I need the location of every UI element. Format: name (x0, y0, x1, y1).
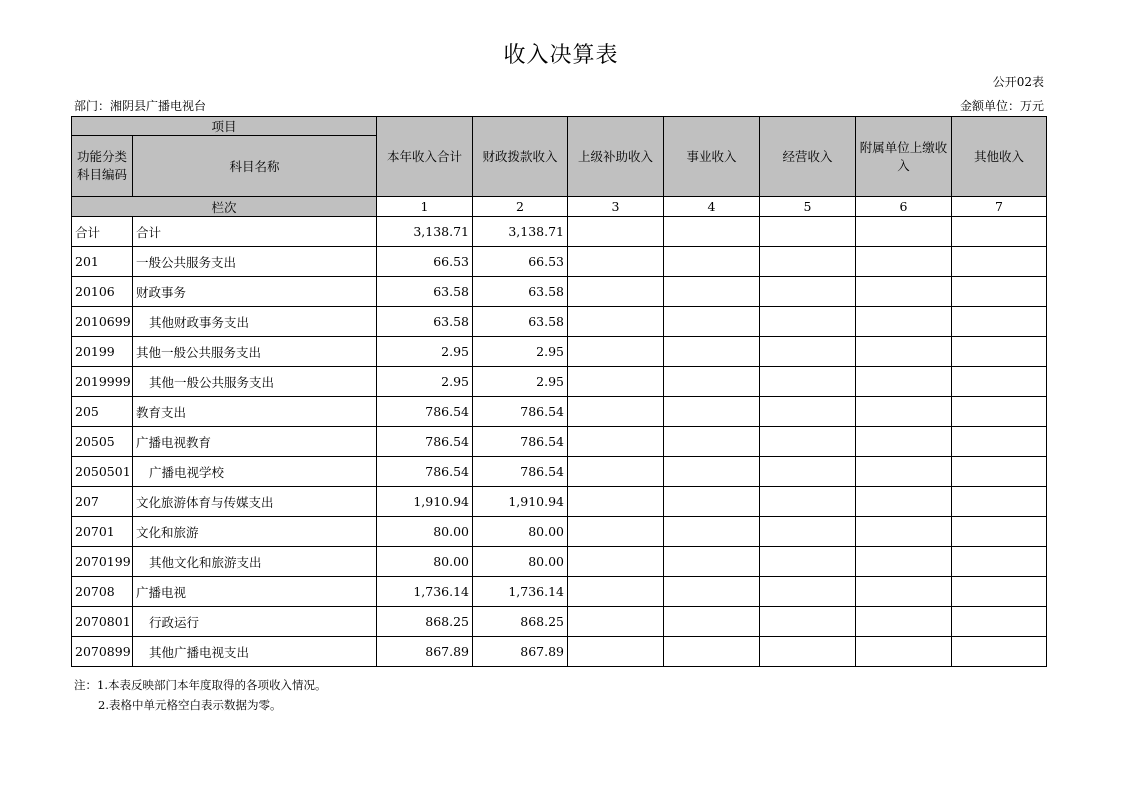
income-table (71, 116, 1047, 667)
row-affiliated (856, 367, 952, 397)
row-fiscal: 868.25 (473, 607, 568, 637)
row-affiliated (856, 547, 952, 577)
row-affiliated (856, 487, 952, 517)
row-business (664, 487, 760, 517)
row-name: 财政事务 (133, 277, 377, 307)
row-operating (760, 247, 856, 277)
row-fiscal: 867.89 (473, 637, 568, 667)
row-code: 2010699 (72, 307, 133, 337)
row-operating (760, 217, 856, 247)
row-index-4: 4 (664, 197, 760, 217)
col-header-1: 本年收入合计 (377, 117, 473, 197)
table-row (72, 367, 1047, 397)
row-code: 合计 (72, 217, 133, 247)
row-name: 广播电视 (133, 577, 377, 607)
table-row (72, 547, 1047, 577)
row-superior (568, 547, 664, 577)
row-operating (760, 307, 856, 337)
row-fiscal: 2.95 (473, 337, 568, 367)
row-business (664, 607, 760, 637)
notes (74, 675, 326, 715)
row-business (664, 397, 760, 427)
row-total: 2.95 (377, 367, 473, 397)
row-fiscal: 66.53 (473, 247, 568, 277)
note-2: 2.表格中单元格空白表示数据为零。 (98, 698, 282, 712)
row-business (664, 637, 760, 667)
row-affiliated (856, 607, 952, 637)
table-row (72, 607, 1047, 637)
form-number: 公开02表 (992, 75, 1044, 89)
row-affiliated (856, 277, 952, 307)
row-operating (760, 277, 856, 307)
table-row (72, 247, 1047, 277)
row-operating (760, 547, 856, 577)
row-other (952, 367, 1047, 397)
row-operating (760, 577, 856, 607)
header-name: 科目名称 (133, 136, 377, 197)
row-other (952, 217, 1047, 247)
row-fiscal: 786.54 (473, 457, 568, 487)
row-fiscal: 1,910.94 (473, 487, 568, 517)
row-name: 行政运行 (133, 607, 377, 637)
col-header-3: 上级补助收入 (568, 117, 664, 197)
table-row (72, 397, 1047, 427)
page-title: 收入决算表 (503, 43, 619, 68)
row-other (952, 247, 1047, 277)
table-row (72, 577, 1047, 607)
row-affiliated (856, 307, 952, 337)
row-other (952, 427, 1047, 457)
row-name: 其他文化和旅游支出 (133, 547, 377, 577)
row-operating (760, 637, 856, 667)
table-row (72, 277, 1047, 307)
department-label: 部门：湘阴县广播电视台 (74, 99, 207, 113)
row-index-5: 5 (760, 197, 856, 217)
row-total: 3,138.71 (377, 217, 473, 247)
col-header-6: 附属单位上缴收入 (856, 117, 952, 197)
row-name: 一般公共服务支出 (133, 247, 377, 277)
row-affiliated (856, 397, 952, 427)
row-fiscal: 786.54 (473, 427, 568, 457)
row-name: 其他一般公共服务支出 (133, 337, 377, 367)
row-fiscal: 1,736.14 (473, 577, 568, 607)
table-row (72, 637, 1047, 667)
row-superior (568, 277, 664, 307)
row-superior (568, 217, 664, 247)
row-other (952, 397, 1047, 427)
row-code: 20106 (72, 277, 133, 307)
row-code: 201 (72, 247, 133, 277)
row-business (664, 577, 760, 607)
row-code: 205 (72, 397, 133, 427)
row-name: 合计 (133, 217, 377, 247)
row-operating (760, 607, 856, 637)
table-row (72, 457, 1047, 487)
row-operating (760, 367, 856, 397)
row-superior (568, 397, 664, 427)
row-code: 2019999 (72, 367, 133, 397)
row-business (664, 457, 760, 487)
row-operating (760, 487, 856, 517)
row-fiscal: 63.58 (473, 277, 568, 307)
row-affiliated (856, 217, 952, 247)
row-total: 63.58 (377, 307, 473, 337)
row-other (952, 307, 1047, 337)
table-row (72, 337, 1047, 367)
row-other (952, 277, 1047, 307)
row-index-6: 6 (856, 197, 952, 217)
row-total: 786.54 (377, 397, 473, 427)
row-superior (568, 487, 664, 517)
row-code: 20199 (72, 337, 133, 367)
row-business (664, 217, 760, 247)
row-fiscal: 2.95 (473, 367, 568, 397)
table-row (72, 427, 1047, 457)
row-name: 广播电视学校 (133, 457, 377, 487)
row-superior (568, 517, 664, 547)
row-code: 2070199 (72, 547, 133, 577)
row-index-3: 3 (568, 197, 664, 217)
row-other (952, 547, 1047, 577)
row-superior (568, 637, 664, 667)
row-superior (568, 367, 664, 397)
row-fiscal: 3,138.71 (473, 217, 568, 247)
row-operating (760, 457, 856, 487)
col-header-5: 经营收入 (760, 117, 856, 197)
row-superior (568, 307, 664, 337)
row-affiliated (856, 247, 952, 277)
row-other (952, 337, 1047, 367)
row-fiscal: 63.58 (473, 307, 568, 337)
row-superior (568, 457, 664, 487)
row-total: 63.58 (377, 277, 473, 307)
row-affiliated (856, 337, 952, 367)
table-row (72, 487, 1047, 517)
row-total: 1,736.14 (377, 577, 473, 607)
row-code: 2070899 (72, 637, 133, 667)
row-business (664, 307, 760, 337)
row-superior (568, 337, 664, 367)
row-name: 广播电视教育 (133, 427, 377, 457)
row-total: 2.95 (377, 337, 473, 367)
row-affiliated (856, 577, 952, 607)
row-code: 20708 (72, 577, 133, 607)
row-affiliated (856, 517, 952, 547)
row-fiscal: 80.00 (473, 547, 568, 577)
header-item: 项目 (72, 117, 377, 136)
row-business (664, 427, 760, 457)
row-index-7: 7 (952, 197, 1047, 217)
row-total: 786.54 (377, 457, 473, 487)
row-operating (760, 427, 856, 457)
row-business (664, 247, 760, 277)
row-name: 文化旅游体育与传媒支出 (133, 487, 377, 517)
table-row (72, 517, 1047, 547)
row-business (664, 277, 760, 307)
row-total: 80.00 (377, 517, 473, 547)
row-name: 教育支出 (133, 397, 377, 427)
col-header-7: 其他收入 (952, 117, 1047, 197)
row-total: 80.00 (377, 547, 473, 577)
row-code: 2050501 (72, 457, 133, 487)
note-1: 注：1.本表反映部门本年度取得的各项收入情况。 (74, 678, 327, 692)
row-superior (568, 427, 664, 457)
header-code: 功能分类科目编码 (72, 136, 133, 197)
row-affiliated (856, 427, 952, 457)
row-total: 786.54 (377, 427, 473, 457)
row-business (664, 517, 760, 547)
row-business (664, 367, 760, 397)
row-name: 其他广播电视支出 (133, 637, 377, 667)
row-total: 66.53 (377, 247, 473, 277)
table-row (72, 217, 1047, 247)
row-superior (568, 577, 664, 607)
row-code: 2070801 (72, 607, 133, 637)
row-operating (760, 517, 856, 547)
amount-unit-label: 金额单位：万元 (959, 99, 1044, 113)
row-other (952, 457, 1047, 487)
row-fiscal: 80.00 (473, 517, 568, 547)
row-code: 20505 (72, 427, 133, 457)
row-index-1: 1 (377, 197, 473, 217)
col-header-4: 事业收入 (664, 117, 760, 197)
row-other (952, 637, 1047, 667)
row-operating (760, 397, 856, 427)
row-affiliated (856, 457, 952, 487)
row-other (952, 577, 1047, 607)
row-code: 20701 (72, 517, 133, 547)
row-total: 1,910.94 (377, 487, 473, 517)
row-name: 其他一般公共服务支出 (133, 367, 377, 397)
row-superior (568, 607, 664, 637)
row-business (664, 337, 760, 367)
row-index-2: 2 (473, 197, 568, 217)
row-superior (568, 247, 664, 277)
row-total: 867.89 (377, 637, 473, 667)
row-other (952, 487, 1047, 517)
row-index-label: 栏次 (72, 197, 377, 217)
row-name: 其他财政事务支出 (133, 307, 377, 337)
row-total: 868.25 (377, 607, 473, 637)
row-affiliated (856, 637, 952, 667)
row-fiscal: 786.54 (473, 397, 568, 427)
row-other (952, 517, 1047, 547)
row-name: 文化和旅游 (133, 517, 377, 547)
row-code: 207 (72, 487, 133, 517)
table-row (72, 307, 1047, 337)
row-operating (760, 337, 856, 367)
col-header-2: 财政拨款收入 (473, 117, 568, 197)
row-other (952, 607, 1047, 637)
row-business (664, 547, 760, 577)
